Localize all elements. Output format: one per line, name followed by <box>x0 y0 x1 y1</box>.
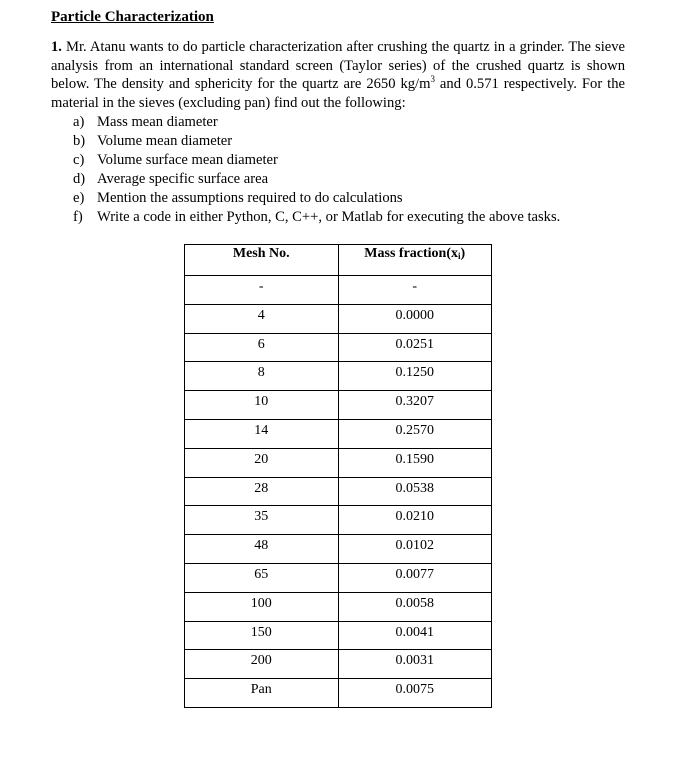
mass-fraction-cell: 0.0031 <box>338 650 492 679</box>
task-item <box>73 151 560 170</box>
mass-fraction-cell: 0.1250 <box>338 362 492 391</box>
table-row <box>185 650 492 679</box>
mass-fraction-cell: 0.0210 <box>338 506 492 535</box>
mass-fraction-cell: 0.0000 <box>338 304 492 333</box>
mesh-no-cell: 200 <box>185 650 339 679</box>
table-row <box>185 419 492 448</box>
table-row <box>185 621 492 650</box>
task-letter: c) <box>73 151 85 168</box>
page-heading: Particle Characterization <box>51 9 214 25</box>
mesh-no-cell: - <box>185 276 339 305</box>
unit-exponent: 3 <box>430 74 435 85</box>
mesh-no-cell: 8 <box>185 362 339 391</box>
task-letter: b) <box>73 132 86 149</box>
task-letter: e) <box>73 189 85 206</box>
table-row <box>185 679 492 708</box>
table-row <box>185 506 492 535</box>
task-letter: f) <box>73 208 83 225</box>
table-row <box>185 535 492 564</box>
mass-fraction-cell: 0.0102 <box>338 535 492 564</box>
mesh-no-cell: 6 <box>185 333 339 362</box>
table-row <box>185 563 492 592</box>
mass-fraction-cell: 0.2570 <box>338 419 492 448</box>
mass-fraction-cell: 0.1590 <box>338 448 492 477</box>
mass-fraction-cell: 0.0251 <box>338 333 492 362</box>
table-row <box>185 333 492 362</box>
question-number: 1. <box>51 39 62 55</box>
mesh-no-cell: 4 <box>185 304 339 333</box>
mesh-no-cell: 150 <box>185 621 339 650</box>
table-row <box>185 276 492 305</box>
task-text: Mention the assumptions required to do calculations <box>97 189 403 206</box>
table-row <box>185 592 492 621</box>
table-row <box>185 448 492 477</box>
mass-fraction-cell: 0.0075 <box>338 679 492 708</box>
mesh-no-cell: 65 <box>185 563 339 592</box>
task-text: Volume surface mean diameter <box>97 151 278 168</box>
mass-fraction-cell: 0.0538 <box>338 477 492 506</box>
table-row <box>185 304 492 333</box>
question-paragraph <box>51 38 625 112</box>
table-header-row <box>185 245 492 276</box>
question-text-continued: and 0.571 respectively. For the material in the sieves (excluding pan) find out the following: <box>51 76 625 111</box>
task-item <box>73 208 560 227</box>
task-item <box>73 170 560 189</box>
task-text: Write a code in either Python, C, C++, or Matlab for executing the above tasks. <box>97 208 561 225</box>
task-item <box>73 113 560 132</box>
table-row <box>185 477 492 506</box>
task-text: Volume mean diameter <box>97 132 233 149</box>
mass-fraction-cell: 0.3207 <box>338 391 492 420</box>
task-text: Average specific surface area <box>97 170 269 187</box>
mesh-no-cell: 14 <box>185 419 339 448</box>
sieve-analysis-table <box>184 244 492 708</box>
task-text: Mass mean diameter <box>97 114 218 130</box>
mesh-no-cell: 10 <box>185 391 339 420</box>
task-list <box>73 113 560 226</box>
table-row <box>185 391 492 420</box>
mesh-no-header: Mesh No. <box>185 245 339 276</box>
mass-fraction-header-close: ) <box>460 246 466 261</box>
mesh-no-cell: Pan <box>185 679 339 708</box>
mesh-no-cell: 20 <box>185 448 339 477</box>
mesh-no-cell: 48 <box>185 535 339 564</box>
task-letter: a) <box>73 114 85 130</box>
table-row <box>185 362 492 391</box>
task-item <box>73 189 560 208</box>
mass-fraction-cell: 0.0058 <box>338 592 492 621</box>
question-text: Mr. Atanu wants to do particle characterization after crushing the quartz in a grinder. The sieve analysis from an international standard screen (Taylor series) of the crushed quartz is shown below. The density and sphericity for the quartz are 2650 kg/m <box>51 39 626 93</box>
task-letter: d) <box>73 170 86 187</box>
mesh-no-cell: 28 <box>185 477 339 506</box>
mass-fraction-cell: 0.0077 <box>338 563 492 592</box>
mass-fraction-cell: - <box>338 276 492 305</box>
mass-fraction-cell: 0.0041 <box>338 621 492 650</box>
mesh-no-cell: 100 <box>185 592 339 621</box>
mass-fraction-header-text: Mass fraction(x <box>364 246 458 261</box>
mass-fraction-header <box>338 245 492 276</box>
task-item <box>73 132 560 151</box>
mass-fraction-subscript: i <box>458 251 461 261</box>
mesh-no-cell: 35 <box>185 506 339 535</box>
